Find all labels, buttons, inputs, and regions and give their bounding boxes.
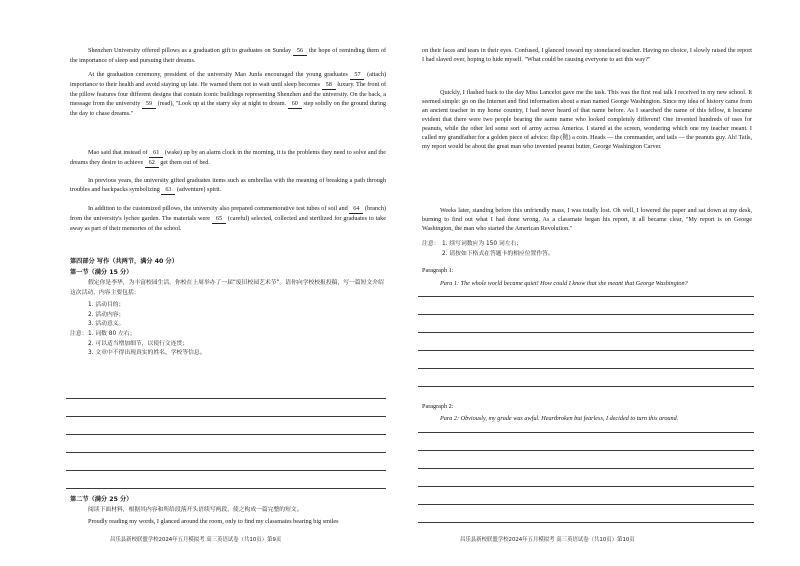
answer-line[interactable]: [418, 386, 754, 387]
passage-paragraph-2: At the graduation ceremony, president of the university Mao Junfa encouraged the young graduates 57 (attach) importance to their health and avoid staying up late. He warned them not to wait until sleep becomes 58 luxury. The front of the pillow features four different designs that contain iconic buildings representing Shenzhen and the university. On the back, a message from the university 59 (read), "Look up at the starry sky at night to dream. 60 step solidly on the ground during the day to chase dreams.": [70, 71, 387, 117]
blank-63[interactable]: 63: [161, 185, 175, 195]
blank-62[interactable]: 62: [145, 158, 159, 168]
blank-65[interactable]: 65: [212, 214, 226, 224]
section-2-heading: 第二节（满分 25 分）: [70, 496, 133, 503]
story-paragraph-2: Quickly, I flashed back to the day Miss Lancelot gave me the task. This was the first real talk I received in my new school. It seemed simple: go on the Internet and find information about a man named George Washington. Since my idea of history came from an ancient teacher in my home country, I had never heard of that name before. As I searched the name of this fellow, it became evident that there were two people bearing the same name who looked completely different! One invented hundreds of uses for peanuts, while the other led some sort of army across America. I stared at the screen, wondering which one my teacher meant. I called my grandfather for a golden piece of advice: flip (抛) a coin. Heads — the commander, and tails — the peanuts guy. Ah! Tails, my report would be about the great man who invented peanut butter, George Washington Carver.: [422, 89, 752, 150]
section-1-content-list: [88, 301, 378, 330]
section-1-prompt: 假定你是李华，为丰富校园生活，你校在上周举办了一届“废旧校园艺术节”。请你向学校校报投稿，写一篇短文介绍这次活动，内容主要包括：: [70, 280, 384, 296]
blank-61[interactable]: 61: [149, 148, 163, 158]
page-10: [400, 0, 800, 566]
passage-paragraph-4: In previous years, the university gifted graduates items such as umbrellas with the meaning of breaking a path through troubles and backpacks symbolizing 63 (adventure) spirit.: [70, 177, 386, 193]
answer-line[interactable]: [418, 522, 754, 523]
answer-line[interactable]: [66, 434, 386, 435]
continuation-notes: [442, 240, 742, 259]
blank-58[interactable]: 58: [322, 80, 336, 90]
blank-64[interactable]: 64: [349, 204, 363, 214]
section-1-notes-label: 注意：: [70, 331, 88, 337]
answer-line[interactable]: [418, 296, 754, 297]
passage-paragraph-3: Mao said that instead of 61 (wake) up by an alarm clock in the morning, it is the problems they need to solve and the dreams they desire to achieve 62 get them out of bed.: [70, 149, 386, 166]
note-continuation-word-count: 1. 续写词数应为 150 词左右；: [442, 241, 523, 247]
answer-line[interactable]: [66, 416, 386, 417]
answer-line[interactable]: [66, 488, 386, 489]
answer-line[interactable]: [418, 486, 754, 487]
note-word-count: 1. 词数 80 左右；: [88, 331, 136, 337]
answer-line[interactable]: [66, 452, 386, 453]
note-continuation-format: 2. 请按如下格式在答题卡的相应位置作答。: [442, 250, 554, 257]
story-paragraph-3: Weeks later, standing before this unfriendly mass, I was totally lost. Oh well, I lowered the paper and sat down at my desk, burning to find out what I had done wrong. As a classmate began his report, it all became clear, "My report is on George Washington, the man who started the American Revolution.": [422, 207, 752, 232]
answer-line[interactable]: [66, 470, 386, 471]
content-item-activities: 2. 活动内容；: [88, 311, 125, 318]
paragraph-2-label: Paragraph 2:: [422, 403, 454, 410]
answer-line[interactable]: [418, 468, 754, 469]
content-item-significance: 3. 活动意义。: [88, 321, 125, 327]
continuation-notes-label: 注意：: [422, 241, 440, 247]
blank-60[interactable]: 60: [288, 99, 302, 109]
answer-line[interactable]: [66, 398, 386, 399]
paragraph-2-opening: Para 2: Obviously, my grade was awful. Heartbroken but fearless, I decided to turn this around.: [440, 415, 679, 422]
answer-line[interactable]: [418, 350, 754, 351]
note-no-real-names: 3. 文章中不得出现真实的姓名、学校等信息。: [88, 350, 206, 356]
content-item-purpose: 1. 活动目的；: [88, 302, 125, 308]
blank-56[interactable]: 56: [293, 46, 307, 56]
passage-paragraph-5: In addition to the customized pillows, the university also prepared commemorative test tubes of soil and 64 (branch) from the university's lychee garden. The materials were 65 (careful) selected, collected and sterilized for graduates to take away as part of their memories of the school.: [70, 205, 387, 232]
story-paragraph-1: on their faces and tears in their eyes. Confused, I glanced toward my stonefaced teacher. Having no choice, I slowly raised the report I had slaved over, hoping to hide myself. "What could be causing everyone to act this way?": [422, 47, 752, 63]
page-footer: 昌乐县新校联盟学校2024年五月模拟考 高三英语试卷（共10页）第10页: [460, 537, 635, 543]
answer-line[interactable]: [418, 332, 754, 333]
paragraph-1-opening: Para 1: The whole world became quiet! How could I know that she meant that George Washington?: [440, 280, 688, 287]
section-1-heading: 第一节（满分 15 分）: [70, 269, 133, 276]
paragraph-1-label: Paragraph 1:: [422, 267, 454, 274]
section-2-prompt: 阅读下面材料，根据其内容和所给段落开头语续写两段，使之构成一篇完整的短文。: [88, 507, 303, 513]
page-footer: 昌乐县新校联盟学校2024年五月模拟考 高三英语试卷（共10页）第9页: [110, 537, 282, 543]
passage-paragraph-1: Shenzhen University offered pillows as a graduation gift to graduates on Sunday 56 the hope of reminding them of the importance of sleep and pursuing their dreams.: [70, 47, 387, 64]
continuation-start: Proudly reading my words, I glanced around the room, only to find my classmates bearing big smiles: [88, 518, 339, 525]
answer-line[interactable]: [418, 368, 754, 369]
answer-line[interactable]: [418, 432, 754, 433]
section-1-notes: [88, 330, 378, 359]
answer-line[interactable]: [418, 450, 754, 451]
note-details: 2. 可以适当增加细节，以使行文连贯；: [88, 340, 189, 347]
writing-part-heading: 第四部分 写作（共两节，满分 40 分）: [70, 258, 178, 265]
answer-line[interactable]: [418, 314, 754, 315]
blank-59[interactable]: 59: [142, 99, 156, 109]
blank-57[interactable]: 57: [350, 70, 364, 80]
answer-line[interactable]: [418, 504, 754, 505]
